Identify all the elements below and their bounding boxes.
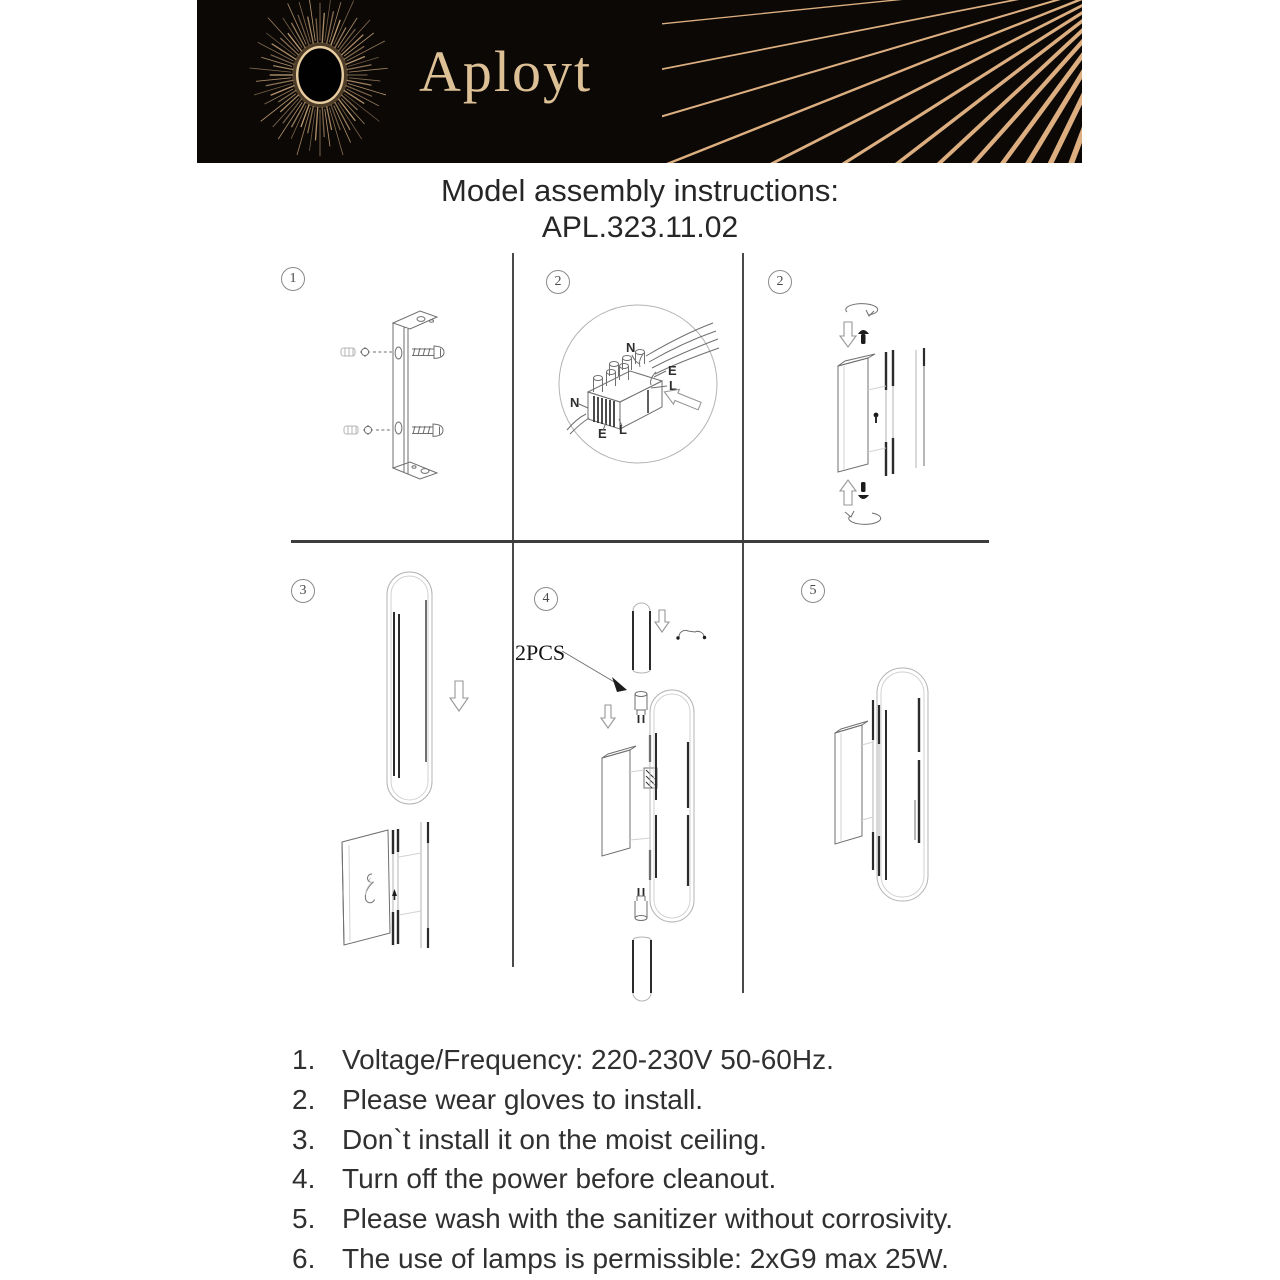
callout-arrowhead-icon xyxy=(612,677,627,692)
sunburst-logo-icon xyxy=(239,0,401,158)
corner-rays-decoration xyxy=(662,0,1082,163)
instruction-number: 4. xyxy=(292,1163,316,1195)
model-number: APL.323.11.02 xyxy=(541,211,739,244)
step2-wiring-diagram xyxy=(513,253,743,541)
step-badge-5: 5 xyxy=(801,579,825,603)
step4-lamp-diagram xyxy=(513,541,743,1010)
step-badge-1: 1 xyxy=(281,267,305,291)
instruction-item xyxy=(292,1199,1132,1239)
g9-bulb-icon xyxy=(635,692,647,724)
instruction-number: 1. xyxy=(292,1044,316,1075)
rotate-arrow-icon xyxy=(845,511,881,524)
glass-tube-icon xyxy=(633,937,651,1001)
wire-label-l-right: L xyxy=(669,378,677,393)
direction-arrow-icon xyxy=(661,384,702,413)
screw-dark-icon xyxy=(858,330,869,344)
wire-label-e-bottom: E xyxy=(598,426,607,441)
down-arrow-icon xyxy=(655,610,669,632)
rotate-arrow-icon xyxy=(846,304,878,316)
step-badge-2-wiring: 2 xyxy=(546,270,570,294)
down-arrow-icon xyxy=(840,322,856,347)
step2-mount-diagram xyxy=(743,253,990,541)
wire-label-e-right: E xyxy=(668,363,677,378)
title-block xyxy=(0,172,1280,246)
wire-label-n-left: N xyxy=(570,395,580,410)
step1-bracket-diagram xyxy=(280,253,513,541)
wall-anchor-icon xyxy=(341,348,355,356)
instruction-item xyxy=(292,1120,1132,1160)
wire-label-n-top: N xyxy=(626,340,636,355)
instruction-item xyxy=(292,1040,1132,1080)
instruction-number: 2. xyxy=(292,1083,316,1115)
brand-banner xyxy=(197,0,1082,163)
callout-2pcs: 2PCS xyxy=(515,640,566,665)
hook-icon xyxy=(365,874,374,903)
g9-bulb-icon xyxy=(635,888,647,921)
step-badge-4: 4 xyxy=(534,587,558,611)
instruction-text: Please wear gloves to install. xyxy=(342,1083,704,1115)
page-title: Model assembly instructions: xyxy=(441,173,839,208)
instruction-text: The use of lamps is permissible: 2xG9 max 25W. xyxy=(342,1242,949,1274)
screw-icon xyxy=(412,346,444,358)
instruction-text: Don`t install it on the moist ceiling. xyxy=(342,1123,767,1155)
instruction-text: Turn off the power before cleanout. xyxy=(342,1163,777,1195)
up-arrow-icon xyxy=(840,480,856,505)
instruction-item xyxy=(292,1239,1132,1279)
step-badge-2-mount: 2 xyxy=(768,270,792,294)
wall-anchor-icon xyxy=(344,426,358,434)
screw-dark-icon xyxy=(858,482,869,499)
instruction-list xyxy=(252,1040,1132,1279)
instruction-text: Please wash with the sanitizer without corrosivity. xyxy=(342,1203,954,1235)
instruction-number: 6. xyxy=(292,1242,316,1274)
down-arrow-icon xyxy=(450,681,468,711)
clip-icon xyxy=(676,630,706,639)
instruction-item xyxy=(292,1080,1132,1120)
instruction-number: 5. xyxy=(292,1203,316,1235)
instruction-text: Voltage/Frequency: 220-230V 50-60Hz. xyxy=(342,1044,834,1075)
instruction-item xyxy=(292,1159,1132,1199)
brand-name: Aployt xyxy=(419,39,593,104)
glass-tube-icon xyxy=(633,603,650,673)
nut-icon xyxy=(360,347,370,357)
screw-icon xyxy=(412,424,443,436)
wire-label-l-bottom: L xyxy=(619,422,627,437)
down-arrow-icon xyxy=(601,705,615,728)
step3-assembly-diagram xyxy=(280,541,513,1010)
instruction-number: 3. xyxy=(292,1123,316,1155)
step5-finished-lamp-diagram xyxy=(743,541,990,1010)
nut-icon xyxy=(363,425,373,435)
step-badge-3: 3 xyxy=(291,579,315,603)
